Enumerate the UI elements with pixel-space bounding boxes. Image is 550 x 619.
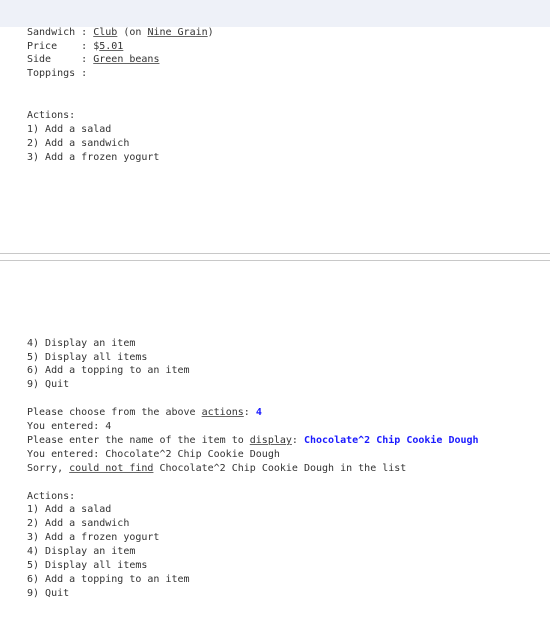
sandwich-value: Club [93,27,118,38]
action-item: 9) Quit [27,379,70,390]
display-link: display [249,435,292,446]
name-prompt [27,434,479,448]
name-prompt-text: Please enter the name of the item to [27,435,250,446]
sandwich-mid: (on [117,27,148,38]
action-item: 5) Display all items [27,352,148,363]
actions-header: Actions: [27,491,76,502]
side-value: Green beans [93,54,160,65]
action-item: 2) Add a sandwich [27,518,130,529]
choose-prompt-text: Please choose from the above [27,407,202,418]
side-row [27,53,159,67]
actions-header: Actions: [27,110,76,121]
action-item: 1) Add a salad [27,124,112,135]
side-key: Side : [27,54,94,65]
sorry-suffix: Chocolate^2 Chip Cookie Dough in the list [153,463,407,474]
top-toolbar-strip [0,0,550,27]
sandwich-end: ) [207,27,214,38]
action-item: 5) Display all items [27,560,148,571]
action-item: 4) Display an item [27,546,136,557]
choice-input[interactable]: 4 [255,407,262,418]
action-item: 3) Add a frozen yogurt [27,532,160,543]
action-item: 2) Add a sandwich [27,138,130,149]
item-name-input[interactable]: Chocolate^2 Chip Cookie Dough [303,435,479,446]
sandwich-row [27,26,214,40]
sandwich-bread: Nine Grain [147,27,208,38]
action-item: 1) Add a salad [27,504,112,515]
pane-divider-top [0,253,550,254]
price-key: Price : $ [27,41,100,52]
not-found-message [27,462,406,476]
action-item: 3) Add a frozen yogurt [27,152,160,163]
pane-divider-bottom [0,260,550,261]
actions-link: actions [201,407,244,418]
price-row [27,40,123,54]
sorry-text: Sorry, [27,463,70,474]
action-item: 6) Add a topping to an item [27,574,190,585]
action-item: 4) Display an item [27,338,136,349]
toppings-row: Toppings : [27,68,88,79]
choose-prompt [27,406,262,420]
sandwich-key: Sandwich : [27,27,94,38]
you-entered-name: You entered: Chocolate^2 Chip Cookie Dough [27,449,280,460]
you-entered-choice: You entered: 4 [27,421,112,432]
name-prompt-colon: : [291,435,304,446]
choose-prompt-colon: : [243,407,256,418]
price-value: 5.01 [99,41,124,52]
action-item: 9) Quit [27,588,70,599]
could-not-find-link: could not find [69,463,154,474]
action-item: 6) Add a topping to an item [27,365,190,376]
